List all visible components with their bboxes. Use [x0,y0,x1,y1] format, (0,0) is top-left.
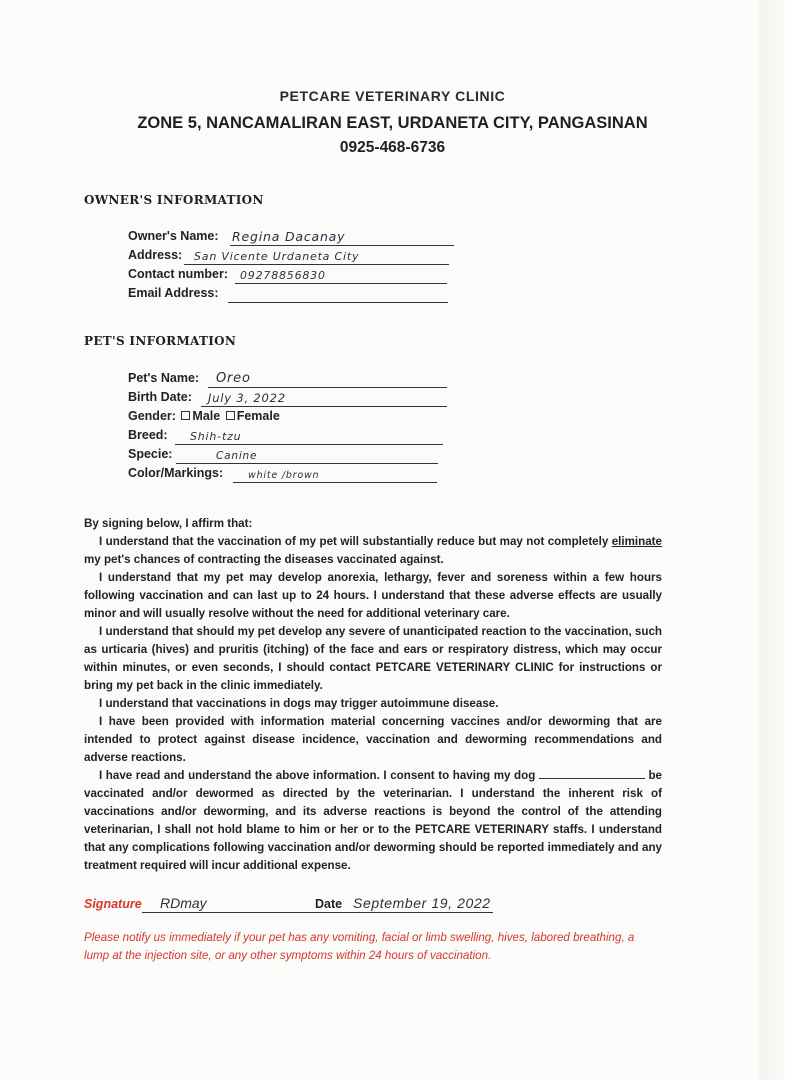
date-label: Date [315,897,343,911]
pet-name-field[interactable] [128,368,458,388]
owner-contact-label: Contact number: [128,267,228,281]
consent-p1-text-a: I understand that the vaccination of my pet will substantially reduce but may not completely [99,535,612,548]
owner-name-value: Regina Dacanay [232,229,346,244]
pet-birth-field[interactable] [128,387,458,407]
symptom-notice: Please notify us immediately if your pet has any vomiting, facial or limb swelling, hives, labored breathing, a lump at the injection site, or any other symptoms within 24 hours of vaccination. [84,931,635,962]
pet-breed-value: Shih-tzu [190,430,242,443]
pet-specie-label: Specie: [128,447,173,461]
paper-edge [759,0,785,1080]
date-value: September 19, 2022 [353,895,491,911]
pet-gender-label: Gender: [128,409,176,423]
pet-color-value: white /brown [248,470,320,481]
owner-address-label: Address: [128,248,183,262]
pet-specie-field[interactable] [128,444,458,464]
owner-name-label: Owner's Name: [128,229,219,243]
pet-color-field[interactable] [128,463,458,483]
female-checkbox[interactable] [226,411,235,420]
date-line [343,912,493,913]
pet-name-value: Oreo [216,371,251,386]
clinic-address: ZONE 5, NANCAMALIRAN EAST, URDANETA CITY, PANGASINAN [137,114,648,132]
owner-email-field[interactable] [128,283,458,303]
pet-color-line [233,482,437,483]
pet-breed-field[interactable] [128,425,458,445]
owner-contact-field[interactable] [128,264,458,284]
pet-section-title: PET'S INFORMATION [84,334,237,348]
pet-birth-value: July 3, 2022 [208,391,286,405]
owner-address-value: San Vicente Urdaneta City [194,250,360,263]
pet-birth-label: Birth Date: [128,390,192,404]
pet-specie-value: Canine [216,450,258,462]
pet-gender-field[interactable] [128,406,458,426]
pet-color-label: Color/Markings: [128,466,224,480]
clinic-name: PETCARE VETERINARY CLINIC [279,88,506,104]
consent-p6-text-a: I have read and understand the above information. I consent to having my dog [99,769,539,782]
owner-contact-value: 09278856830 [240,269,326,282]
owner-name-field[interactable] [128,226,458,246]
signature-label: Signature [84,897,142,911]
male-option-label: Male [192,409,221,423]
owner-email-line [228,302,448,303]
signature-value: RDmay [160,895,207,911]
owner-section-title: OWNER'S INFORMATION [84,193,264,207]
consent-p6-text-b: be vaccinated and/or dewormed as directed by the veterinarian. I understand the inherent risk of vaccinations and/or deworming, and its adverse reactions is beyond the control of the attending veterinarian, I shall not hold blame to him or her or to the PETCARE VETERINARY staffs. I understand that any complications following vaccination and/or deworming should be reported immediately and any treatment required will incur additional expense. [84,769,662,872]
pet-breed-label: Breed: [128,428,168,442]
male-checkbox[interactable] [181,411,190,420]
consent-p1-underlined: eliminate [611,535,662,548]
consent-paragraph-4: I understand that vaccinations in dogs may trigger autoimmune disease. [99,697,499,710]
consent-p1-text-b: my pet's chances of contracting the diseases vaccinated against. [84,553,444,566]
consent-paragraph-6 [84,767,662,875]
consent-paragraph-1 [84,533,662,569]
owner-email-label: Email Address: [128,286,219,300]
consent-intro: By signing below, I affirm that: [84,517,253,530]
consent-paragraph-5: I have been provided with information material concerning vaccines and/or deworming that are intended to protect against disease incidence, vaccination and deworming recommendations and adverse reactions. [84,715,662,764]
owner-address-field[interactable] [128,245,458,265]
dog-name-blank[interactable] [539,767,645,779]
pet-name-label: Pet's Name: [128,371,200,385]
consent-paragraph-3: I understand that should my pet develop any severe of unanticipated reaction to the vaccination, such as urticaria (hives) and pruritis (itching) of the face and ears or respiratory distress, which may occur within minutes, or even seconds, I should contact PETCARE VETERINARY CLINIC for instructions or bring my pet back in the clinic immediately. [84,625,662,692]
pet-gender-group [128,409,280,423]
consent-paragraph-2: I understand that my pet may develop anorexia, lethargy, fever and soreness within a few hours following vaccination and can last up to 24 hours. I understand that these adverse effects are usually minor and will usually resolve without the need for additional veterinary care. [84,571,662,620]
female-option-label: Female [236,409,280,423]
consent-text [84,515,662,875]
clinic-phone: 0925-468-6736 [339,139,446,156]
